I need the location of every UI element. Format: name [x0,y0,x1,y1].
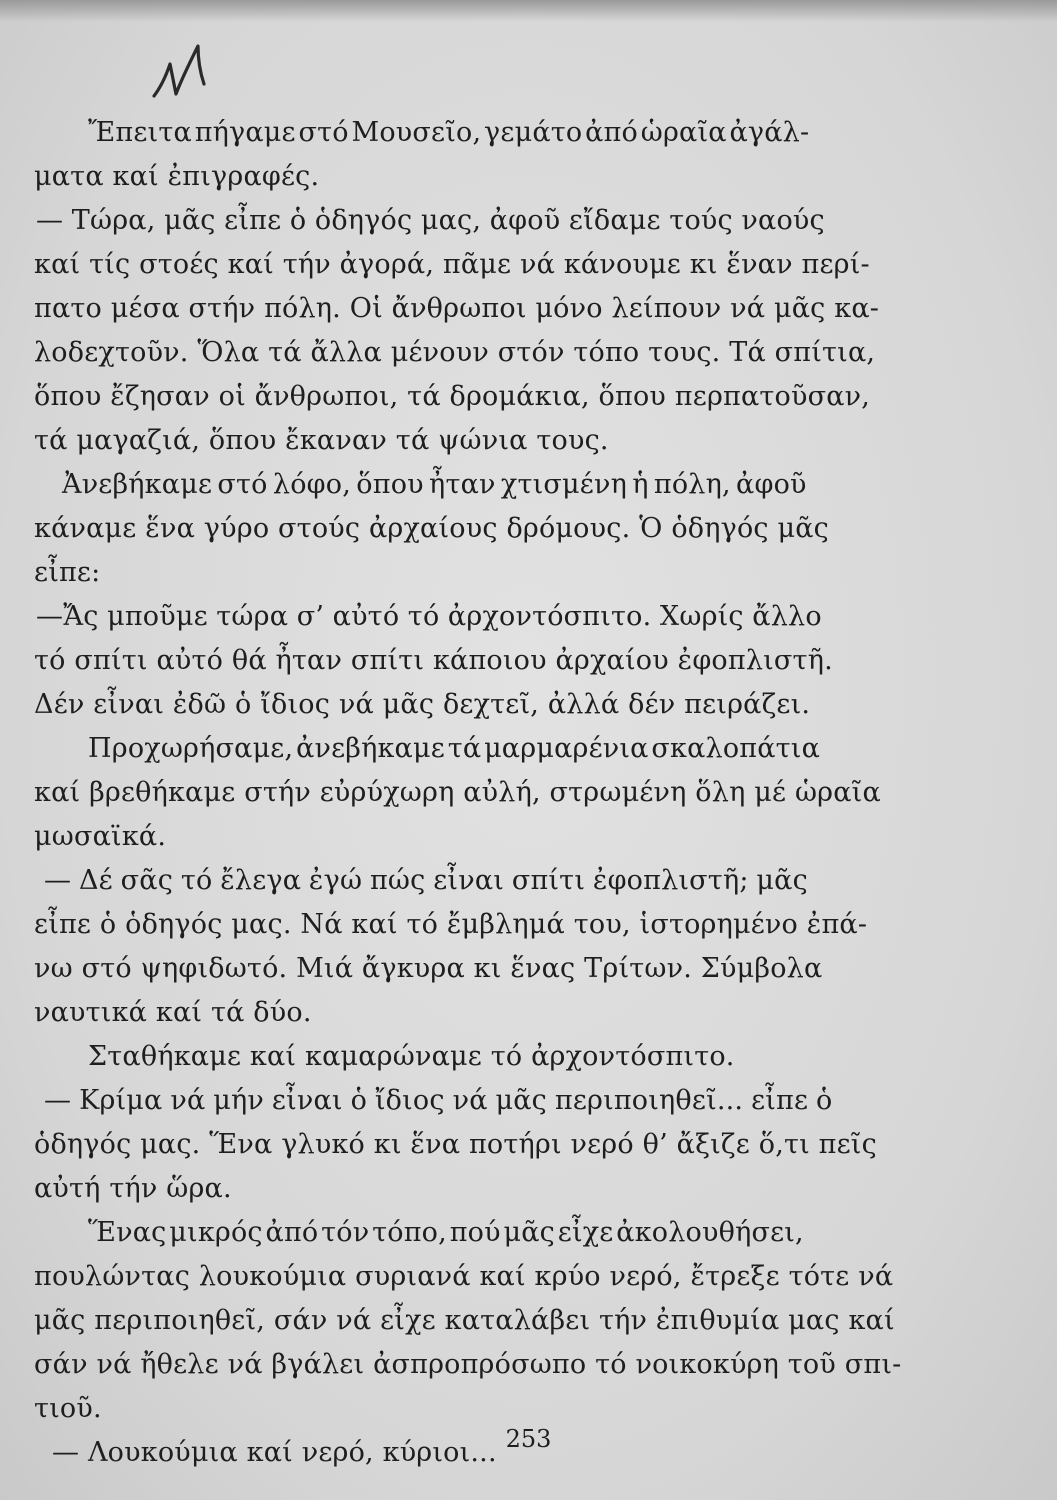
text-line: —Ἄς μποῦμε τώρα σ’ αὐτό τό ἀρχοντόσπιτο. Χωρίς ἄλλο [36,601,822,632]
page-number: 253 [505,1425,552,1453]
text-line: Ἀνεβήκαμε στό λόφο, ὅπου ἦταν χτισμένη ἡ πόλη, ἀφοῦ [62,469,807,500]
text-line: ὁδηγός μας. Ἕνα γλυκό κι ἕνα ποτήρι νερό θ’ ἄξιζε ὅ,τι πεῖς [34,1129,877,1160]
text-line: πατο μέσα στήν πόλη. Οἱ ἄνθρωποι μόνο λείπουν νά μᾶς κα- [34,293,880,324]
text-line: εἶπε ὁ ὁδηγός μας. Νά καί τό ἔμβλημά του, ἱστορημένο ἐπά- [34,909,868,940]
page-top-shadow [0,0,1057,22]
text-line: μωσαϊκά. [34,821,167,852]
text-line: πουλώντας λουκούμια συριανά καί κρύο νερό, ἔτρεξε τότε νά [34,1261,894,1292]
text-line: ναυτικά καί τά δύο. [34,997,312,1028]
text-line: Ἔπειτα πήγαμε στό Μουσεῖο, γεμάτο ἀπό ὡραῖα ἀγάλ- [88,117,810,148]
text-line: καί τίς στοές καί τήν ἀγορά, πᾶμε νά κάνουμε κι ἕναν περί- [34,249,870,280]
text-line: — Λουκούμια καί νερό, κύριοι... [52,1437,497,1468]
text-line: σάν νά ἤθελε νά βγάλει ἀσπροπρόσωπο τό νοικοκύρη τοῦ σπι- [34,1349,902,1380]
text-line: — Τώρα, μᾶς εἶπε ὁ ὁδηγός μας, ἀφοῦ εἴδαμε τούς ναούς [36,205,825,236]
text-line: Προχωρήσαμε, ἀνεβήκαμε τά μαρμαρένια σκαλοπάτια [88,733,821,764]
text-line: καί βρεθήκαμε στήν εὐρύχωρη αὐλή, στρωμένη ὅλη μέ ὡραῖα [34,777,881,808]
text-line: Σταθήκαμε καί καμαρώναμε τό ἀρχοντόσπιτο. [88,1041,735,1072]
text-line: — Δέ σᾶς τό ἔλεγα ἐγώ πώς εἶναι σπίτι ἐφοπλιστῆ; μᾶς [44,865,808,896]
text-line: Δέν εἶναι ἐδῶ ὁ ἴδιος νά μᾶς δεχτεῖ, ἀλλά δέν πειράζει. [34,689,811,720]
text-line: κάναμε ἕνα γύρο στούς ἀρχαίους δρόμους. Ὁ ὁδηγός μᾶς [34,513,830,544]
text-line: εἶπε: [34,557,101,588]
text-line: — Κρίμα νά μήν εἶναι ὁ ἴδιος νά μᾶς περιποιηθεῖ... εἶπε ὁ [44,1085,833,1116]
text-line: ματα καί ἐπιγραφές. [34,161,320,192]
text-line: αὐτή τήν ὥρα. [34,1173,232,1204]
text-line: νω στό ψηφιδωτό. Μιά ἄγκυρα κι ἕνας Τρίτων. Σύμβολα [34,953,823,984]
text-line: τιοῦ. [34,1393,102,1424]
text-line: τό σπίτι αὐτό θά ἦταν σπίτι κάποιου ἀρχαίου ἐφοπλιστῆ. [34,645,833,676]
text-line: ὅπου ἔζησαν οἱ ἄνθρωποι, τά δρομάκια, ὅπου περπατοῦσαν, [34,381,871,412]
text-line: μᾶς περιποιηθεῖ, σάν νά εἶχε καταλάβει τήν ἐπιθυμία μας καί [34,1305,895,1336]
text-line: Ἕνας μικρός ἀπό τόν τόπο, πού μᾶς εἶχε ἀκολουθήσει, [88,1217,804,1248]
text-line: λοδεχτοῦν. Ὅλα τά ἄλλα μένουν στόν τόπο τους. Τά σπίτια, [34,337,876,368]
handwritten-mark [150,38,220,100]
text-line: τά μαγαζιά, ὅπου ἔκαναν τά ψώνια τους. [34,425,609,456]
